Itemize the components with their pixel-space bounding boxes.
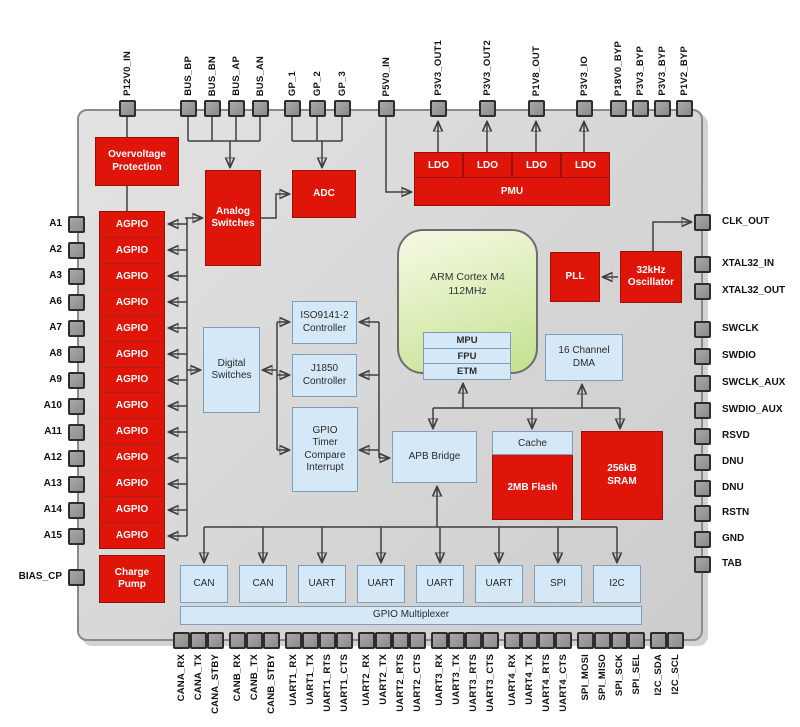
- pin-i2c-scl: [667, 632, 684, 649]
- pin-label-a14: A14: [43, 504, 62, 515]
- pin-label-p18v0-byp: [610, 8, 626, 96]
- pin-label-uart2-cts: [409, 654, 425, 724]
- pin-swclk: [694, 321, 711, 338]
- pin-tab: [694, 556, 711, 573]
- pin-label-spi-sck: [611, 654, 627, 724]
- pin-label-swdio-aux: SWDIO_AUX: [722, 404, 783, 415]
- cache-block: Cache: [492, 431, 573, 455]
- pin-label-i2c-sda: [650, 654, 666, 724]
- pin-label-text: UART3_RTS: [467, 654, 479, 712]
- pin-uart1-cts: [336, 632, 353, 649]
- pin-label-spi-mosi: [577, 654, 593, 724]
- pin-label-text: P3V3_BYP: [634, 46, 646, 96]
- pin-label-p1v8-out: [528, 8, 544, 96]
- pin-label-text: UART4_RX: [506, 654, 518, 706]
- cpu-unit-mpu: MPU: [423, 332, 511, 349]
- pin-label-text: SPI_SCK: [613, 654, 625, 697]
- pin-a6: [68, 294, 85, 311]
- agpio-cell: AGPIO: [100, 341, 164, 367]
- gpio-timer-block: GPIO Timer Compare Interrupt: [292, 407, 358, 492]
- pin-canb-tx: [246, 632, 263, 649]
- pin-label-text: BUS_AP: [230, 56, 242, 96]
- pin-label-text: P3V3_OUT1: [432, 40, 444, 96]
- pin-label-a10: A10: [43, 400, 62, 411]
- pmu-label: PMU: [414, 178, 610, 206]
- peripheral-i2c-block: I2C: [593, 565, 641, 603]
- pin-label-text: GP_2: [311, 70, 323, 96]
- pin-label-dnu: DNU: [722, 456, 744, 467]
- pin-a13: [68, 476, 85, 493]
- pin-label-gp-3: [334, 8, 350, 96]
- pin-label-a12: A12: [43, 452, 62, 463]
- pin-spi-sel: [628, 632, 645, 649]
- pin-uart3-cts: [482, 632, 499, 649]
- pin-p18v0-byp: [610, 100, 627, 117]
- pin-uart1-rts: [319, 632, 336, 649]
- pin-label-text: I2C_SDA: [652, 654, 664, 696]
- agpio-cell: AGPIO: [100, 367, 164, 393]
- pin-uart2-tx: [375, 632, 392, 649]
- sram-block: 256kB SRAM: [581, 431, 663, 520]
- pin-label-text: UART1_CTS: [338, 654, 350, 712]
- pin-label-uart4-cts: [555, 654, 571, 724]
- pin-p3v3-byp: [654, 100, 671, 117]
- pin-label-uart3-rts: [465, 654, 481, 724]
- pin-label-swdio: SWDIO: [722, 350, 756, 361]
- cpu-name: ARM Cortex M4: [430, 271, 505, 284]
- pin-a11: [68, 424, 85, 441]
- pin-label-text: UART4_TX: [523, 654, 535, 705]
- pin-label-a15: A15: [43, 530, 62, 541]
- pin-label-uart1-rts: [319, 654, 335, 724]
- pin-label-p3v3-byp: [654, 8, 670, 96]
- pin-label-text: CANB_RX: [231, 654, 243, 702]
- agpio-cell: AGPIO: [100, 263, 164, 289]
- peripheral-can-block: CAN: [239, 565, 287, 603]
- pin-a7: [68, 320, 85, 337]
- pin-label-text: UART3_CTS: [484, 654, 496, 712]
- ldo-cell: LDO: [512, 152, 561, 178]
- pll-block: PLL: [550, 252, 600, 302]
- pin-p3v3-out1: [430, 100, 447, 117]
- pin-label-text: BUS_AN: [254, 55, 266, 96]
- peripheral-uart-block: UART: [298, 565, 346, 603]
- pin-label-swclk: SWCLK: [722, 323, 759, 334]
- pin-gp-1: [284, 100, 301, 117]
- pin-label-uart3-cts: [482, 654, 498, 724]
- oscillator-block: 32kHz Oscillator: [620, 251, 682, 303]
- pin-p3v3-out2: [479, 100, 496, 117]
- pin-xtal32-in: [694, 256, 711, 273]
- agpio-cell: AGPIO: [100, 496, 164, 522]
- pin-label-uart3-tx: [448, 654, 464, 724]
- pin-label-text: UART1_RTS: [321, 654, 333, 712]
- peripheral-uart-block: UART: [416, 565, 464, 603]
- pin-label-text: P3V3_BYP: [656, 46, 668, 96]
- pin-label-text: UART4_CTS: [557, 654, 569, 712]
- ldo-cell: LDO: [414, 152, 463, 178]
- pin-uart3-tx: [448, 632, 465, 649]
- cpu-units-stack: [423, 332, 511, 380]
- pin-label-text: GP_3: [336, 70, 348, 96]
- pin-label-text: P3V3_IO: [578, 56, 590, 96]
- ldo-row: [414, 152, 610, 178]
- pin-label-uart1-cts: [336, 654, 352, 724]
- pin-uart1-rx: [285, 632, 302, 649]
- pin-label-spi-miso: [594, 654, 610, 724]
- peripheral-spi-block: SPI: [534, 565, 582, 603]
- pin-label-bus-ap: [228, 8, 244, 96]
- cpu-unit-etm: ETM: [423, 363, 511, 380]
- pin-i2c-sda: [650, 632, 667, 649]
- pin-dnu: [694, 454, 711, 471]
- pin-uart3-rx: [431, 632, 448, 649]
- pin-label-text: I2C_SCL: [669, 654, 681, 695]
- agpio-cell: AGPIO: [100, 522, 164, 548]
- agpio-cell: AGPIO: [100, 289, 164, 315]
- ldo-cell: LDO: [463, 152, 512, 178]
- pin-bus-bn: [204, 100, 221, 117]
- pin-a15: [68, 528, 85, 545]
- pin-label-text: UART3_RX: [433, 654, 445, 706]
- pin-label-a2: A2: [49, 244, 62, 255]
- pin-label-text: P5V0_IN: [380, 56, 392, 96]
- pin-label-spi-sel: [628, 654, 644, 724]
- analog-switches-block: Analog Switches: [205, 170, 261, 266]
- pin-spi-sck: [611, 632, 628, 649]
- pin-label-text: CANB_TX: [248, 654, 260, 701]
- pin-label-a13: A13: [43, 478, 62, 489]
- pin-label-cana-stby: [207, 654, 223, 724]
- pin-label-bias-cp: BIAS_CP: [18, 571, 62, 582]
- iso9141-controller-block: ISO9141-2 Controller: [292, 301, 357, 344]
- pin-uart3-rts: [465, 632, 482, 649]
- pin-a3: [68, 268, 85, 285]
- peripheral-uart-block: UART: [475, 565, 523, 603]
- peripheral-can-block: CAN: [180, 565, 228, 603]
- ldo-cell: LDO: [561, 152, 610, 178]
- agpio-cell: AGPIO: [100, 444, 164, 470]
- pin-label-canb-stby: [263, 654, 279, 724]
- pin-a14: [68, 502, 85, 519]
- pin-uart2-cts: [409, 632, 426, 649]
- overvoltage-protection-block: Overvoltage Protection: [95, 137, 179, 186]
- cpu-unit-fpu: FPU: [423, 348, 511, 365]
- pin-label-gp-1: [284, 8, 300, 96]
- pin-label-clk-out: CLK_OUT: [722, 216, 770, 227]
- pin-label-uart2-rts: [392, 654, 408, 724]
- pin-label-a9: A9: [49, 374, 62, 385]
- pin-uart4-cts: [555, 632, 572, 649]
- pin-label-p3v3-byp: [632, 8, 648, 96]
- pin-spi-mosi: [577, 632, 594, 649]
- flash-block: 2MB Flash: [492, 455, 573, 520]
- pin-label-uart2-rx: [358, 654, 374, 724]
- pin-label-bus-bn: [204, 8, 220, 96]
- pin-label-cana-rx: [173, 654, 189, 724]
- digital-switches-block: Digital Switches: [203, 327, 260, 413]
- pin-a2: [68, 242, 85, 259]
- pin-cana-rx: [173, 632, 190, 649]
- pin-uart2-rx: [358, 632, 375, 649]
- pin-label-text: CANA_STBY: [209, 654, 221, 714]
- cache-flash-block: [492, 431, 573, 520]
- cpu-frequency: 112MHz: [448, 284, 487, 297]
- pin-rstn: [694, 505, 711, 522]
- pin-uart2-rts: [392, 632, 409, 649]
- pin-clk-out: [694, 214, 711, 231]
- dma-block: 16 Channel DMA: [545, 334, 623, 381]
- pin-label-uart1-rx: [285, 654, 301, 724]
- pin-label-text: P3V3_OUT2: [481, 40, 493, 96]
- pin-label-text: SPI_MOSI: [579, 654, 591, 701]
- pin-label-text: UART1_RX: [287, 654, 299, 706]
- pin-label-text: SPI_MISO: [596, 654, 608, 701]
- pin-gp-2: [309, 100, 326, 117]
- charge-pump-block: Charge Pump: [99, 555, 165, 603]
- adc-block: ADC: [292, 170, 356, 218]
- pmu-block: [414, 152, 610, 206]
- pin-cana-tx: [190, 632, 207, 649]
- pin-swdio: [694, 348, 711, 365]
- agpio-cell: AGPIO: [100, 315, 164, 341]
- pin-label-uart3-rx: [431, 654, 447, 724]
- pin-label-canb-tx: [246, 654, 262, 724]
- pin-label-cana-tx: [190, 654, 206, 724]
- pin-label-xtal32-in: XTAL32_IN: [722, 258, 775, 269]
- gpio-multiplexer-bar: GPIO Multiplexer: [180, 606, 642, 625]
- pin-p3v3-byp: [632, 100, 649, 117]
- pin-label-i2c-scl: [667, 654, 683, 724]
- pin-spi-miso: [594, 632, 611, 649]
- pin-cana-stby: [207, 632, 224, 649]
- pin-bias-cp: [68, 569, 85, 586]
- pin-a10: [68, 398, 85, 415]
- pin-label-a1: A1: [49, 218, 62, 229]
- pin-label-text: BUS_BN: [206, 55, 218, 96]
- pin-label-text: UART4_RTS: [540, 654, 552, 712]
- pin-gp-3: [334, 100, 351, 117]
- pin-canb-stby: [263, 632, 280, 649]
- peripheral-uart-block: UART: [357, 565, 405, 603]
- pin-label-gnd: GND: [722, 533, 745, 544]
- pin-label-rsvd: RSVD: [722, 430, 750, 441]
- agpio-cell: AGPIO: [100, 470, 164, 496]
- agpio-cell: AGPIO: [100, 237, 164, 263]
- agpio-cell: AGPIO: [100, 418, 164, 444]
- pin-label-text: CANB_STBY: [265, 654, 277, 714]
- pin-label-text: UART3_TX: [450, 654, 462, 705]
- pin-label-rstn: RSTN: [722, 507, 750, 518]
- pin-label-a8: A8: [49, 348, 62, 359]
- pin-label-uart4-tx: [521, 654, 537, 724]
- pin-canb-rx: [229, 632, 246, 649]
- pin-label-p3v3-out2: [479, 8, 495, 96]
- pin-label-a11: A11: [44, 426, 62, 437]
- pin-label-p3v3-io: [576, 8, 592, 96]
- pin-label-p5v0-in: [378, 8, 394, 96]
- pin-label-a6: A6: [49, 296, 62, 307]
- pin-swdio-aux: [694, 402, 711, 419]
- pin-label-dnu: DNU: [722, 482, 744, 493]
- pin-dnu: [694, 480, 711, 497]
- pin-xtal32-out: [694, 283, 711, 300]
- pin-uart4-rx: [504, 632, 521, 649]
- pin-label-uart4-rx: [504, 654, 520, 724]
- pin-label-tab: TAB: [722, 558, 742, 569]
- pin-label-text: UART2_RTS: [394, 654, 406, 712]
- pin-label-p3v3-out1: [430, 8, 446, 96]
- pin-label-uart2-tx: [375, 654, 391, 724]
- pin-label-text: CANA_RX: [175, 654, 187, 702]
- pin-p1v2-byp: [676, 100, 693, 117]
- pin-bus-an: [252, 100, 269, 117]
- pin-label-bus-bp: [180, 8, 196, 96]
- pin-a8: [68, 346, 85, 363]
- pin-label-text: UART2_CTS: [411, 654, 423, 712]
- pin-label-text: P1V2_BYP: [678, 46, 690, 96]
- pin-a9: [68, 372, 85, 389]
- pin-bus-bp: [180, 100, 197, 117]
- pin-uart4-tx: [521, 632, 538, 649]
- pin-label-swclk-aux: SWCLK_AUX: [722, 377, 786, 388]
- pin-label-gp-2: [309, 8, 325, 96]
- agpio-cell: AGPIO: [115, 218, 149, 230]
- pin-label-p12v0-in: [119, 8, 135, 96]
- pin-label-canb-rx: [229, 654, 245, 724]
- pin-label-p1v2-byp: [676, 8, 692, 96]
- pin-label-a7: A7: [49, 322, 62, 333]
- pin-bus-ap: [228, 100, 245, 117]
- pin-label-text: GP_1: [286, 70, 298, 96]
- j1850-controller-block: J1850 Controller: [292, 354, 357, 397]
- pin-label-text: SPI_SEL: [630, 654, 642, 695]
- pin-uart1-tx: [302, 632, 319, 649]
- pin-label-xtal32-out: XTAL32_OUT: [722, 285, 786, 296]
- pin-label-uart4-rts: [538, 654, 554, 724]
- pin-label-bus-an: [252, 8, 268, 96]
- pin-label-text: BUS_BP: [182, 56, 194, 96]
- pin-swclk-aux: [694, 375, 711, 392]
- pin-gnd: [694, 531, 711, 548]
- pin-uart4-rts: [538, 632, 555, 649]
- agpio-stack: [99, 211, 165, 549]
- pin-label-uart1-tx: [302, 654, 318, 724]
- pin-label-text: UART2_RX: [360, 654, 372, 706]
- pin-p3v3-io: [576, 100, 593, 117]
- pin-label-text: UART1_TX: [304, 654, 316, 705]
- pin-label-a3: A3: [49, 270, 62, 281]
- pin-rsvd: [694, 428, 711, 445]
- pin-a1: [68, 216, 85, 233]
- pin-p12v0-in: [119, 100, 136, 117]
- pin-label-text: P12V0_IN: [121, 51, 133, 96]
- pin-p1v8-out: [528, 100, 545, 117]
- pin-label-text: UART2_TX: [377, 654, 389, 705]
- pin-label-text: P1V8_OUT: [530, 45, 542, 96]
- pin-a12: [68, 450, 85, 467]
- apb-bridge-block: APB Bridge: [392, 431, 477, 483]
- agpio-cell: AGPIO: [100, 392, 164, 418]
- pin-label-text: CANA_TX: [192, 654, 204, 701]
- pin-p5v0-in: [378, 100, 395, 117]
- pin-label-text: P18V0_BYP: [612, 40, 624, 96]
